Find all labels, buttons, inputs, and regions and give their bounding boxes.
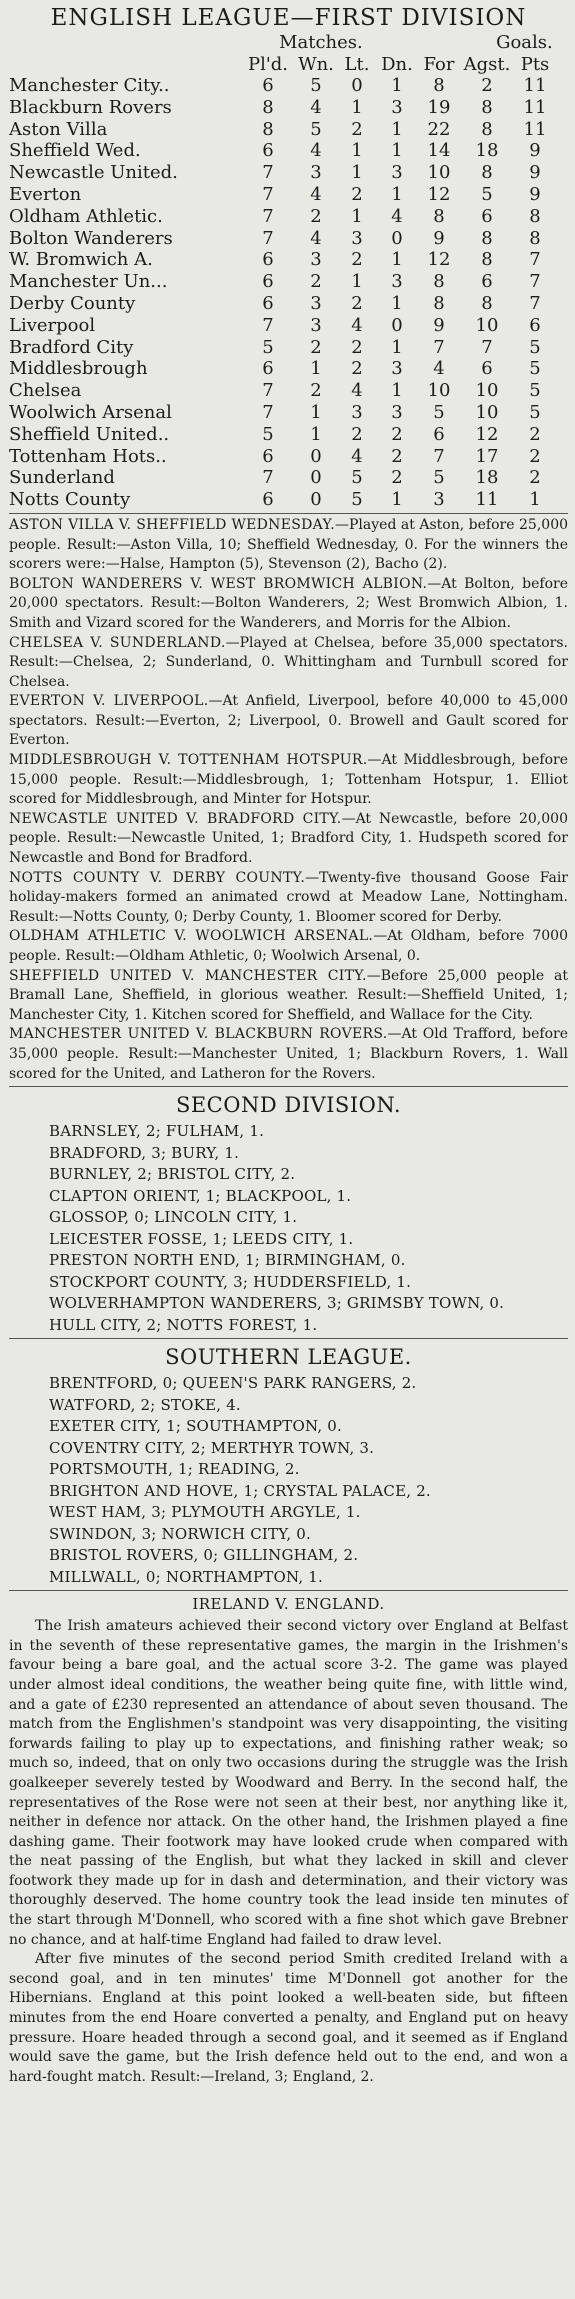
- cell-lost: 3: [351, 227, 363, 249]
- match-report: [9, 869, 568, 928]
- table-row: [9, 162, 568, 184]
- cell-for: 9: [433, 314, 445, 336]
- report-body: —Played at Aston, before 25,000 people. Result:—Aston Villa, 10; Sheffield Wednesday, 0. For the winners the scorers were:—Halse, Hampton (5), Stevenson (2), Bacho (2).: [9, 516, 569, 573]
- cell-played: 5: [262, 423, 274, 445]
- southern-league-title: SOUTHERN LEAGUE.: [165, 1345, 412, 1370]
- cell-points: 8: [529, 227, 541, 249]
- result-line: LEICESTER FOSSE, 1; LEEDS CITY, 1.: [49, 1229, 354, 1248]
- cell-won: 1: [310, 423, 322, 445]
- cell-for: 7: [433, 445, 445, 467]
- cell-drawn: 2: [391, 423, 403, 445]
- cell-against: 12: [475, 423, 499, 445]
- cell-against: 17: [475, 445, 499, 467]
- cell-won: 4: [310, 140, 322, 162]
- cell-drawn: 1: [391, 336, 403, 358]
- col-for: For: [423, 54, 455, 75]
- result-line: BRISTOL ROVERS, 0; GILLINGHAM, 2.: [49, 1546, 359, 1565]
- cell-lost: 4: [351, 445, 363, 467]
- cell-played: 6: [262, 445, 274, 467]
- table-row: [9, 424, 568, 446]
- ireland-match-story: [9, 1617, 568, 2087]
- table-row: [9, 467, 568, 489]
- report-title: ASTON VILLA V. SHEFFIELD WEDNESDAY.: [9, 516, 335, 533]
- story-paragraph: After five minutes of the second period Smith credited Ireland with a second goal, and in ten minutes' time M'Donnell got another for the Hibernians. England at this point looked a well-beaten side, but fifteen minutes from the end Hoare converted a penalty, and England put on heavy pressure. Hoare headed through a second goal, and it seemed as if England would save the game, but the Irish defence held out to the end, and won a hard-fought match. Result:—Ireland, 3; England, 2.: [9, 1951, 568, 2085]
- cell-for: 8: [433, 205, 445, 227]
- cell-won: 5: [310, 118, 322, 140]
- cell-drawn: 3: [391, 358, 403, 380]
- cell-won: 0: [310, 489, 322, 511]
- cell-drawn: 2: [391, 467, 403, 489]
- col-drawn: Dn.: [381, 54, 413, 75]
- cell-won: 3: [310, 162, 322, 184]
- cell-drawn: 3: [391, 401, 403, 423]
- table-row: [9, 249, 568, 271]
- table-row: [9, 446, 568, 468]
- report-body: —Before 25,000 people at Bramall Lane, Sheffield, in glorious weather. Result:—Sheffield United, 1; Manchester City, 1. Kitchen scored for Sheffield, and Wallace for the City.: [9, 967, 569, 1023]
- cell-for: 3: [433, 489, 445, 511]
- cell-points: 9: [529, 162, 541, 184]
- team-name: Newcastle United.: [9, 162, 178, 184]
- cell-drawn: 3: [391, 96, 403, 118]
- table-row: [9, 119, 568, 141]
- cell-for: 10: [427, 162, 451, 184]
- cell-lost: 2: [351, 336, 363, 358]
- report-body: —Played at Chelsea, before 35,000 spectators. Result:—Chelsea, 2; Sunderland, 0. Whittingham and Turnbull scored for Chelsea.: [9, 634, 568, 690]
- match-report: [9, 967, 568, 1026]
- report-body: —At Oldham, before 7000 people. Result:—Oldham Athletic, 0; Woolwich Arsenal, 0.: [9, 928, 568, 964]
- cell-won: 4: [310, 227, 322, 249]
- cell-won: 0: [310, 445, 322, 467]
- team-name: Bradford City: [9, 336, 134, 358]
- cell-played: 8: [262, 96, 274, 118]
- report-title: OLDHAM ATHLETIC V. WOOLWICH ARSENAL.: [9, 928, 374, 945]
- cell-won: 1: [310, 401, 322, 423]
- cell-points: 2: [529, 467, 541, 489]
- cell-played: 7: [262, 183, 274, 205]
- cell-played: 6: [262, 358, 274, 380]
- cell-played: 7: [262, 467, 274, 489]
- table-row: [9, 228, 568, 250]
- result-line: COVENTRY CITY, 2; MERTHYR TOWN, 3.: [49, 1438, 375, 1457]
- cell-against: 8: [481, 249, 493, 271]
- result-line: WATFORD, 2; STOKE, 4.: [49, 1395, 241, 1414]
- cell-points: 5: [529, 380, 541, 402]
- cell-drawn: 1: [391, 118, 403, 140]
- result-line: BURNLEY, 2; BRISTOL CITY, 2.: [49, 1165, 296, 1184]
- cell-played: 6: [262, 489, 274, 511]
- cell-lost: 5: [351, 489, 363, 511]
- cell-drawn: 1: [391, 489, 403, 511]
- cell-for: 10: [427, 380, 451, 402]
- col-played: Pl'd.: [247, 54, 289, 75]
- cell-lost: 1: [351, 271, 363, 293]
- cell-for: 22: [427, 118, 451, 140]
- cell-lost: 4: [351, 380, 363, 402]
- result-line: STOCKPORT COUNTY, 3; HUDDERSFIELD, 1.: [49, 1272, 412, 1291]
- cell-for: 14: [427, 140, 451, 162]
- result-line: BARNSLEY, 2; FULHAM, 1.: [49, 1122, 265, 1141]
- match-report: [9, 1025, 568, 1084]
- cell-points: 7: [529, 271, 541, 293]
- team-name: Sunderland: [9, 467, 115, 489]
- result-line: CLAPTON ORIENT, 1; BLACKPOOL, 1.: [49, 1186, 352, 1205]
- cell-against: 6: [481, 358, 493, 380]
- result-line: EXETER CITY, 1; SOUTHAMPTON, 0.: [49, 1417, 342, 1436]
- cell-against: 8: [481, 227, 493, 249]
- col-won: Wn.: [298, 54, 334, 75]
- cell-drawn: 0: [391, 227, 403, 249]
- report-body: —At Anfield, Liverpool, before 40,000 to 45,000 spectators. Result:—Everton, 2; Liverpool, 0. Browell and Gault scored for Everton.: [9, 693, 568, 749]
- report-title: BOLTON WANDERERS V. WEST BROMWICH ALBION.: [9, 575, 428, 592]
- cell-points: 9: [529, 140, 541, 162]
- cell-played: 6: [262, 75, 274, 96]
- cell-against: 11: [475, 489, 499, 511]
- cell-drawn: 0: [391, 314, 403, 336]
- match-report: [9, 634, 568, 693]
- cell-lost: 0: [351, 75, 363, 96]
- result-line: MILLWALL, 0; NORTHAMPTON, 1.: [49, 1567, 323, 1586]
- cell-won: 2: [310, 271, 322, 293]
- match-report: [9, 516, 568, 575]
- result-line: HULL CITY, 2; NOTTS FOREST, 1.: [49, 1315, 318, 1334]
- cell-lost: 2: [351, 118, 363, 140]
- table-row: [9, 489, 568, 511]
- cell-points: 6: [529, 314, 541, 336]
- match-report: [9, 810, 568, 869]
- cell-lost: 1: [351, 140, 363, 162]
- team-name: Middlesbrough: [9, 358, 148, 380]
- cell-points: 5: [529, 401, 541, 423]
- cell-against: 6: [481, 271, 493, 293]
- cell-won: 2: [310, 380, 322, 402]
- cell-points: 8: [529, 205, 541, 227]
- cell-lost: 5: [351, 467, 363, 489]
- team-name: Chelsea: [9, 380, 82, 402]
- cell-played: 7: [262, 314, 274, 336]
- cell-won: 3: [310, 249, 322, 271]
- cell-against: 6: [481, 205, 493, 227]
- cell-for: 12: [427, 183, 451, 205]
- team-name: Liverpool: [9, 314, 96, 336]
- divider: [9, 513, 568, 514]
- table-row: [9, 140, 568, 162]
- cell-against: 8: [481, 162, 493, 184]
- story-paragraph: The Irish amateurs achieved their second victory over England at Belfast in the seventh of these representative games, the margin in the Irishmen's favour being a bare goal, and the actual score 3-2. The game was played under almost ideal conditions, the weather being quite fine, with little wind, and a gate of £230 represented an attendance of about seven thousand. The match from the Englishmen's standpoint was very disappointing, the visiting forwards failing to play up to expectations, and finishing rather weak; so much so, indeed, that on only two occasions during the struggle was the Irish goalkeeper severely tested by Woodward and Berry. In the second half, the representatives of the Rose were not seen at their best, nor anything like it, neither in defence nor attack. On the other hand, the Irishmen played a fine dashing game. Their footwork may have looked crude when compared with the neat passing of the English, but what they lacked in skill and clever footwork they made up for in dash and determination, and their victory was thoroughly deserved. The home country took the lead inside ten minutes of the start through M'Donnell, who scored with a fine shot which gave Brebner no chance, and at half-time England had failed to draw level.: [9, 1618, 568, 1948]
- match-reports: [9, 516, 568, 1084]
- cell-points: 1: [529, 489, 541, 511]
- cell-lost: 2: [351, 183, 363, 205]
- cell-won: 2: [310, 205, 322, 227]
- report-title: CHELSEA V. SUNDERLAND.: [9, 634, 226, 651]
- report-body: —At Bolton, before 20,000 spectators. Result:—Bolton Wanderers, 2; West Bromwich Albion, 1. Smith and Vizard scored for the Wanderers, and Morris for the Albion.: [9, 575, 568, 631]
- cell-for: 7: [433, 336, 445, 358]
- cell-won: 3: [310, 314, 322, 336]
- table-row: [9, 206, 568, 228]
- team-name: W. Bromwich A.: [9, 249, 153, 271]
- report-title: SHEFFIELD UNITED V. MANCHESTER CITY.: [9, 967, 367, 984]
- cell-points: 11: [523, 75, 547, 96]
- second-division-results: [9, 1121, 568, 1336]
- cell-lost: 1: [351, 162, 363, 184]
- cell-for: 8: [433, 292, 445, 314]
- cell-for: 9: [433, 227, 445, 249]
- cell-for: 19: [427, 96, 451, 118]
- cell-played: 7: [262, 162, 274, 184]
- cell-played: 6: [262, 292, 274, 314]
- report-body: —At Middlesbrough, before 15,000 people. Result:—Middlesbrough, 1; Tottenham Hotspur, 1. Elliot scored for Middlesbrough, and Minter for Hotspur.: [9, 752, 568, 808]
- cell-against: 5: [481, 183, 493, 205]
- col-lost: Lt.: [344, 54, 370, 75]
- cell-played: 8: [262, 118, 274, 140]
- table-row: [9, 358, 568, 380]
- report-title: NEWCASTLE UNITED V. BRADFORD CITY.: [9, 810, 342, 827]
- team-name: Woolwich Arsenal: [9, 401, 172, 423]
- cell-lost: 4: [351, 314, 363, 336]
- divider: [9, 1338, 568, 1339]
- cell-against: 10: [475, 380, 499, 402]
- cell-drawn: 1: [391, 75, 403, 96]
- table-row: [9, 97, 568, 119]
- table-column-header: [9, 54, 568, 75]
- cell-for: 6: [433, 423, 445, 445]
- table-body: [9, 75, 568, 511]
- result-line: SWINDON, 3; NORWICH CITY, 0.: [49, 1524, 312, 1543]
- match-report: [9, 575, 568, 634]
- league-table: [9, 32, 568, 511]
- report-title: EVERTON V. LIVERPOOL.: [9, 693, 209, 710]
- cell-drawn: 1: [391, 292, 403, 314]
- cell-points: 11: [523, 118, 547, 140]
- team-name: Aston Villa: [9, 118, 108, 140]
- result-line: WEST HAM, 3; PLYMOUTH ARGYLE, 1.: [49, 1503, 361, 1522]
- cell-won: 5: [310, 75, 322, 96]
- page-title: ENGLISH LEAGUE—FIRST DIVISION: [50, 5, 527, 31]
- cell-points: 11: [523, 96, 547, 118]
- result-line: WOLVERHAMPTON WANDERERS, 3; GRIMSBY TOWN, 0.: [49, 1294, 505, 1313]
- team-name: Tottenham Hots..: [9, 445, 167, 467]
- goals-group-label: Goals.: [496, 32, 553, 53]
- cell-against: 7: [481, 336, 493, 358]
- cell-drawn: 2: [391, 445, 403, 467]
- table-row: [9, 184, 568, 206]
- cell-lost: 2: [351, 292, 363, 314]
- match-report: [9, 751, 568, 810]
- cell-for: 8: [433, 271, 445, 293]
- cell-drawn: 1: [391, 183, 403, 205]
- cell-against: 10: [475, 314, 499, 336]
- cell-against: 18: [475, 467, 499, 489]
- cell-played: 7: [262, 227, 274, 249]
- cell-points: 7: [529, 292, 541, 314]
- team-name: Everton: [9, 183, 82, 205]
- cell-won: 3: [310, 292, 322, 314]
- cell-lost: 1: [351, 96, 363, 118]
- cell-against: 18: [475, 140, 499, 162]
- report-body: —At Old Trafford, before 35,000 people. Result:—Manchester United, 1; Blackburn Rovers, 1. Wall scored for the United, and Latheron for the Rovers.: [9, 1026, 568, 1082]
- cell-points: 2: [529, 445, 541, 467]
- table-row: [9, 315, 568, 337]
- cell-against: 8: [481, 96, 493, 118]
- cell-lost: 3: [351, 401, 363, 423]
- team-name: Bolton Wanderers: [9, 227, 173, 249]
- cell-drawn: 3: [391, 162, 403, 184]
- team-name: Sheffield Wed.: [9, 140, 141, 162]
- second-division-title: SECOND DIVISION.: [175, 1093, 402, 1118]
- team-name: Manchester City..: [9, 75, 170, 96]
- cell-played: 6: [262, 271, 274, 293]
- col-against: Agst.: [463, 54, 511, 75]
- team-name: Blackburn Rovers: [9, 96, 172, 118]
- table-group-header: [9, 32, 568, 54]
- cell-won: 4: [310, 96, 322, 118]
- cell-against: 8: [481, 118, 493, 140]
- result-line: GLOSSOP, 0; LINCOLN CITY, 1.: [49, 1208, 298, 1227]
- cell-points: 2: [529, 423, 541, 445]
- table-row: [9, 337, 568, 359]
- divider: [9, 1086, 568, 1087]
- cell-points: 9: [529, 183, 541, 205]
- southern-league-results: [9, 1373, 568, 1588]
- team-name: Notts County: [9, 489, 131, 511]
- cell-played: 5: [262, 336, 274, 358]
- cell-drawn: 4: [391, 205, 403, 227]
- cell-won: 4: [310, 183, 322, 205]
- cell-against: 8: [481, 292, 493, 314]
- col-points: Pts: [520, 54, 550, 75]
- team-name: Sheffield United..: [9, 423, 170, 445]
- cell-against: 10: [475, 401, 499, 423]
- result-line: PORTSMOUTH, 1; READING, 2.: [49, 1460, 300, 1479]
- cell-for: 12: [427, 249, 451, 271]
- cell-points: 7: [529, 249, 541, 271]
- cell-lost: 2: [351, 249, 363, 271]
- cell-for: 5: [433, 401, 445, 423]
- result-line: PRESTON NORTH END, 1; BIRMINGHAM, 0.: [49, 1251, 406, 1270]
- cell-played: 7: [262, 380, 274, 402]
- cell-lost: 2: [351, 423, 363, 445]
- cell-drawn: 1: [391, 380, 403, 402]
- cell-played: 7: [262, 401, 274, 423]
- cell-for: 5: [433, 467, 445, 489]
- table-row: [9, 293, 568, 315]
- ireland-match-title: IRELAND V. ENGLAND.: [192, 1595, 385, 1614]
- report-body: —Twenty-five thousand Goose Fair holiday-makers formed an animated crowd at Meadow Lane, Nottingham. Result:—Notts County, 0; Derby County, 1. Bloomer scored for Derby.: [9, 869, 569, 925]
- cell-drawn: 1: [391, 249, 403, 271]
- divider: [9, 1590, 568, 1591]
- cell-played: 6: [262, 249, 274, 271]
- cell-points: 5: [529, 358, 541, 380]
- cell-won: 1: [310, 358, 322, 380]
- team-name: Derby County: [9, 292, 136, 314]
- matches-group-label: Matches.: [279, 32, 363, 53]
- report-title: MIDDLESBROUGH V. TOTTENHAM HOTSPUR.: [9, 752, 368, 769]
- table-row: [9, 75, 568, 97]
- cell-lost: 1: [351, 205, 363, 227]
- cell-for: 8: [433, 75, 445, 96]
- match-report: [9, 927, 568, 966]
- result-line: BRADFORD, 3; BURY, 1.: [49, 1143, 240, 1162]
- result-line: BRENTFORD, 0; QUEEN'S PARK RANGERS, 2.: [49, 1374, 417, 1393]
- table-row: [9, 271, 568, 293]
- cell-won: 0: [310, 467, 322, 489]
- report-title: MANCHESTER UNITED V. BLACKBURN ROVERS.: [9, 1026, 388, 1043]
- team-name: Manchester Un...: [9, 271, 168, 293]
- match-report: [9, 692, 568, 751]
- cell-for: 4: [433, 358, 445, 380]
- table-row: [9, 380, 568, 402]
- cell-points: 5: [529, 336, 541, 358]
- report-title: NOTTS COUNTY V. DERBY COUNTY.: [9, 869, 306, 886]
- cell-won: 2: [310, 336, 322, 358]
- table-row: [9, 402, 568, 424]
- cell-played: 6: [262, 140, 274, 162]
- cell-drawn: 3: [391, 271, 403, 293]
- report-body: —At Newcastle, before 20,000 people. Result:—Newcastle United, 1; Bradford City, 1. Hudspeth scored for Newcastle and Bond for Bradford.: [9, 810, 568, 867]
- result-line: BRIGHTON AND HOVE, 1; CRYSTAL PALACE, 2.: [49, 1481, 431, 1500]
- cell-lost: 2: [351, 358, 363, 380]
- cell-against: 2: [481, 75, 493, 96]
- cell-drawn: 1: [391, 140, 403, 162]
- cell-played: 7: [262, 205, 274, 227]
- team-name: Oldham Athletic.: [9, 205, 163, 227]
